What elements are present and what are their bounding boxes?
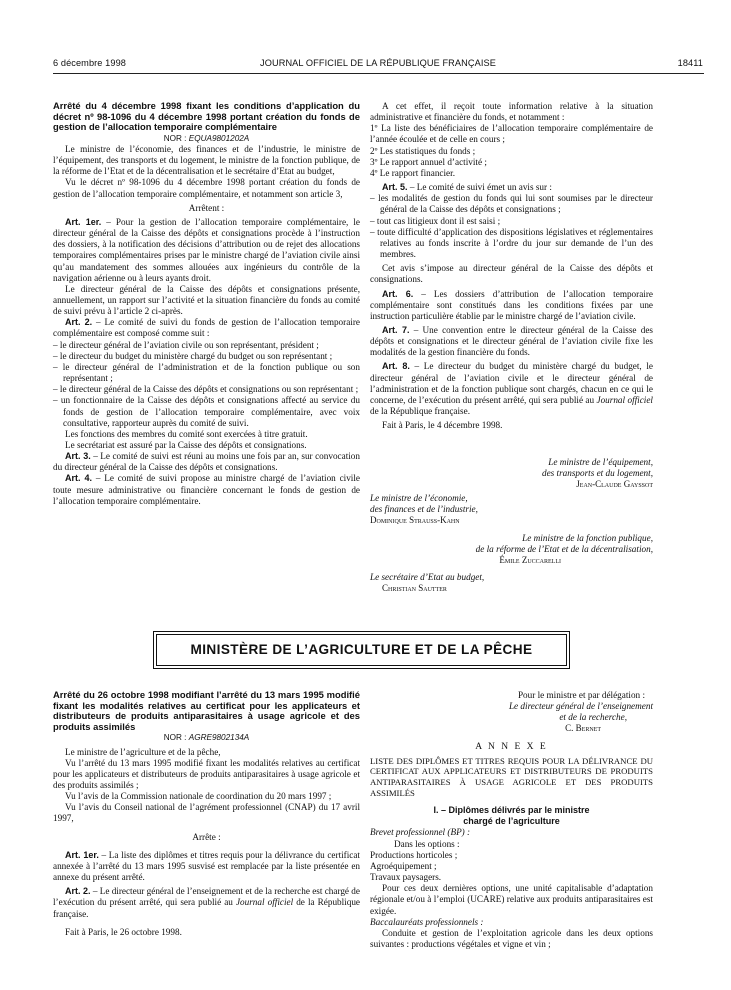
decree1-right-intro: A cet effet, il reçoit toute information relative à la situation administrative et financière du fonds, et notamment : [370, 101, 653, 123]
running-header [53, 58, 703, 72]
sig1-role2: des transports et du logement, [541, 468, 653, 479]
decree2-title: Arrêté du 26 octobre 1998 modifiant l’arrêté du 13 mars 1995 modifié fixant les modalités relatives au certificat pour les applicateurs et distributeurs de produits antiparasitaires à usage agricole et des produits assimilés [53, 689, 360, 732]
decree1-art2-after-1: Les fonctions des membres du comité sont exercées à titre gratuit. [65, 428, 308, 439]
sig1-name: Jean-Claude Gayssot [576, 479, 653, 490]
sig3-role1: Le ministre de la fonction publique, [522, 533, 653, 543]
sig2-role2: des finances et de l’industrie, [370, 504, 478, 515]
annex-section-1-line2: chargé de l’agriculture [463, 816, 560, 827]
decree1-art5-item: – les modalités de gestion du fonds qui lui sont soumises par le directeur général de la Caisse des dépôts et consignations ; [370, 193, 653, 215]
decree2-left-column [53, 690, 360, 938]
annex-list-title: LISTE DES DIPLÔMES ET TITRES REQUIS POUR LA DÉLIVRANCE DU CERTIFICAT AUX APPLICATEURS ET DISTRIBUTEURS DE PRODUITS ANTIPARASITAIRES À USAGE AGRICOLE ET DES PRODUITS ASSIMILÉS [370, 755, 653, 798]
decree1-art3-label: Art. 3. [65, 451, 91, 462]
decree1-art7: Art. 7. – Une convention entre le directeur général de la Caisse des dépôts et consignations et le directeur général de l’aviation civile fixe les modalités de la gestion financière du fonds. [370, 324, 653, 358]
decree1-art8-label: Art. 8. [382, 361, 410, 372]
decree1-signature-2 [370, 493, 570, 526]
decree1-signature-3 [370, 533, 653, 566]
decree1-art2-item: – le directeur du budget du ministère chargé du budget ou son représentant ; [53, 350, 333, 361]
decree1-art1-label: Art. 1er. [65, 216, 102, 227]
decree1-signatures [370, 457, 653, 490]
header-journal-title: JOURNAL OFFICIEL DE LA RÉPUBLIQUE FRANÇAISE [260, 58, 496, 68]
decree2-preamble-1: Le ministre de l’agriculture et de la pêche, [65, 746, 221, 757]
decree2-art1-label: Art. 1er. [65, 849, 99, 860]
decree1-arretent: Arrêtent : [188, 202, 225, 213]
decree1-art2-item: – le directeur général de l’administration et de la fonction publique ou son représentant ; [53, 361, 360, 384]
journal-officiel-ref: Journal officiel [596, 394, 653, 405]
decree2-sig-role1: Le directeur général de l’enseignement [508, 701, 653, 712]
decree1-signature-4 [370, 572, 570, 594]
decree1-preamble-1: Le ministre de l’économie, des finances et de l’industrie, le ministre de l’équipement, des transports et du logement, le ministre de la fonction publique, de la réforme de l’Etat et de la décentralisation et le secrétaire d’Etat au budget, [53, 143, 360, 177]
decree1-right-list-item: 2º Les statistiques du fonds ; [370, 145, 476, 156]
annex-bac-heading: Baccalauréats professionnels : [370, 916, 484, 927]
decree2-art2-label: Art. 2. [65, 886, 91, 897]
decree1-title: Arrêté du 4 décembre 1998 fixant les conditions d’application du décret nº 98-1096 du 4 décembre 1998 portant création du fonds de gestion de l’allocation temporaire complémentaire [53, 100, 360, 133]
annex-bp-item: Productions horticoles ; [370, 849, 458, 860]
sig4-name: Christian Sautter [382, 583, 447, 594]
decree1-right-column [370, 101, 653, 431]
decree1-art1-para2: Le directeur général de la Caisse des dépôts et consignations présente, annuellement, un rapport sur l’activité et la situation financière du fonds au comité de suivi prévu à l’article 2 ci-après. [53, 283, 360, 317]
decree1-art2-after-2: Le secrétariat est assuré par la Caisse des dépôts et consignations. [65, 440, 307, 450]
decree2-nor: NOR : AGRE9802134A [163, 733, 250, 743]
decree1-art6: Art. 6. – Les dossiers d’attribution de l’allocation temporaire complémentaire sont constitués dans les conditions fixées par une instruction particulière établie par le ministre chargé de l’aviation civile. [370, 288, 653, 321]
decree1-done: Fait à Paris, le 4 décembre 1998. [382, 420, 503, 431]
sig2-name: Dominique Strauss-Kahn [370, 515, 460, 526]
annex-title: A N N E X E [475, 741, 548, 752]
annex-bac-text: Conduite et gestion de l’exploitation agricole dans les deux options suivantes : productions végétales et vigne et vin ; [370, 927, 653, 950]
decree1-art2-label: Art. 2. [65, 317, 93, 328]
decree1-right-list-item: 1º La liste des bénéficiaires de l’allocation temporaire complémentaire de l’année écoulée et de celle en cours ; [370, 123, 653, 145]
decree1-art5: Art. 5. – Le comité de suivi émet un avis sur : [382, 182, 552, 193]
decree1-art5-after: Cet avis s’impose au directeur général de la Caisse des dépôts et consignations. [370, 263, 653, 285]
decree2-sig-name: C. Bernet [565, 723, 601, 734]
decree1-left-column [53, 101, 360, 507]
decree2-preamble-3: Vu l’avis de la Commission nationale de coordination du 20 mars 1997 ; [65, 791, 332, 802]
header-date: 6 décembre 1998 [53, 58, 127, 68]
decree2-art1: Art. 1er. – La liste des diplômes et titres requis pour la délivrance du certificat annexée à l’arrêté du 13 mars 1995 susvisé est remplacée par la liste présentée en annexe du présent arrêté. [53, 849, 360, 883]
decree1-art2-item: – le directeur général de l’aviation civile ou son représentant, président ; [53, 339, 319, 350]
ministry-header [156, 634, 567, 666]
decree2-sig-role2: et de la recherche, [559, 712, 627, 723]
decree1-art2-item: – un fonctionnaire de la Caisse des dépôts et consignations affecté au service du fonds de gestion de l’allocation temporaire complémentaire, avec voix consultative, rapporteur auprès du comité de suivi. [53, 395, 360, 428]
decree1-right-list-item: 4º Le rapport financier. [370, 167, 455, 178]
annex-bp-item: Travaux paysagers. [370, 872, 442, 883]
decree1-art5-label: Art. 5. [382, 182, 408, 193]
annex-bp-item: Agroéquipement ; [370, 860, 437, 871]
annex-bp-note: Pour ces deux dernières options, une unité capitalisable d’adaptation régionale et/ou à l’emploi (UCARE) relative aux produits antiparasitaires est exigée. [370, 883, 653, 916]
decree2-preamble-2: Vu l’arrêté du 13 mars 1995 modifié fixant les modalités relatives au certificat pour les applicateurs et distributeurs de produits antiparasitaires à usage agricole et des produits assimilés ; [53, 757, 360, 790]
decree1-art3: Art. 3. – Le comité de suivi est réuni au moins une fois par an, sur convocation du directeur général de la Caisse des dépôts et consignations. [53, 451, 360, 473]
annex-bp-heading: Brevet professionnel (BP) : [370, 827, 471, 838]
decree1-art5-item: – toute difficulté d’application des dispositions législatives et réglementaires relatives au fonds inscrite à l’ordre du jour sur demande de l’un des membres. [370, 226, 653, 260]
sig4-role1: Le secrétaire d’Etat au budget, [370, 572, 485, 582]
decree1-art2: Art. 2. – Le comité de suivi du fonds de gestion de l’allocation temporaire complémentaire est composé comme suit : [53, 317, 360, 339]
decree1-art4-label: Art. 4. [65, 473, 93, 484]
header-rule [53, 73, 704, 74]
decree2-arrete: Arrête : [192, 831, 221, 842]
decree1-nor-code: EQUA9801202A [188, 133, 250, 143]
decree1-art5-item: – tout cas litigieux dont il est saisi ; [370, 215, 501, 226]
decree2-art2: Art. 2. – Le directeur général de l’enseignement et de la recherche est chargé de l’exécution du présent arrêté, qui sera publié au Journal officiel de la République française. [53, 886, 361, 919]
decree1-art8: Art. 8. – Le directeur du budget du ministère chargé du budget, le directeur général de l’aviation civile et le directeur général de l’administration et de la fonction publique sont chargés, chacun en ce qui le concerne, de l’exécution du présent arrêté, qui sera publié au Journal officiel de la République française. [370, 361, 653, 417]
decree2-delegation: Pour le ministre et par délégation : [517, 690, 645, 700]
sig2-role1: Le ministre de l’économie, [370, 493, 468, 503]
annex-bp-options: Dans les options : [394, 838, 460, 849]
decree2-done: Fait à Paris, le 26 octobre 1998. [65, 926, 182, 937]
decree2-preamble-4: Vu l’avis du Conseil national de l’agrément professionnel (CNAP) du 17 avril 1997, [53, 802, 360, 824]
decree1-right-list-item: 3º Le rapport annuel d’activité ; [370, 156, 487, 167]
decree1-preamble-2: Vu le décret nº 98-1096 du 4 décembre 1998 portant création du fonds de gestion de l’allocation temporaire complémentaire, et notamment son article 3, [53, 177, 360, 199]
decree2-right-column [370, 690, 653, 950]
sig3-role2: de la réforme de l’Etat et de la décentralisation, [475, 544, 653, 555]
decree1-art2-item: – le directeur général de la Caisse des dépôts et consignations ou son représentant ; [53, 384, 359, 395]
sig3-name: Émile Zuccarelli [499, 555, 561, 566]
decree2-nor-code: AGRE9802134A [188, 733, 250, 743]
decree1-art7-label: Art. 7. [382, 324, 410, 335]
decree1-nor: NOR : EQUA9801202A [163, 133, 250, 143]
annex-section-1-line1: I. – Diplômes délivrés par le ministre [433, 805, 590, 816]
decree1-art4: Art. 4. – Le comité de suivi propose au ministre chargé de l’aviation civile toute mesure administrative ou financière concernant le fonds de gestion de l’allocation temporaire complémentaire. [53, 473, 360, 506]
ministry-title: MINISTÈRE DE L’AGRICULTURE ET DE LA PÊCHE [190, 642, 533, 657]
journal-officiel-ref: Journal officiel [235, 897, 294, 908]
header-page-number: 18411 [677, 58, 703, 68]
decree1-art6-label: Art. 6. [382, 288, 414, 299]
decree1-art1: Art. 1er. – Pour la gestion de l’allocation temporaire complémentaire, le directeur général de la Caisse des dépôts et consignations procède à l’instruction des dossiers, à la notification des décisions d’attribution ou de rejet des allocations temporaires complémentaires prises par le ministre chargé de l’aviation civile ainsi qu’au mandatement des sommes allouées aux ingénieurs du contrôle de la navigation aérienne ou à leurs ayants droit. [53, 216, 360, 283]
sig1-role1: Le ministre de l’équipement, [548, 457, 653, 467]
